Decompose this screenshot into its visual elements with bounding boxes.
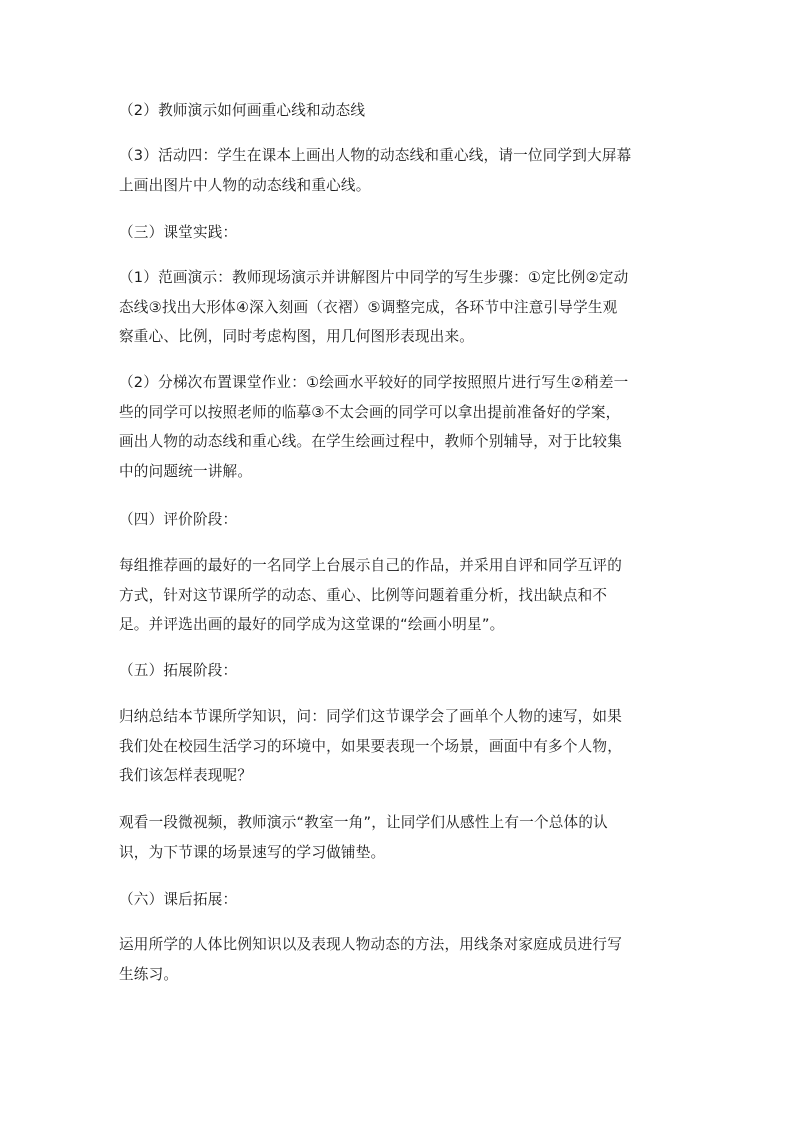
text-line: 运用所学的人体比例知识以及表现人物动态的方法，用线条对家庭成员进行写 xyxy=(119,936,622,953)
text-line: （五）拓展阶段： xyxy=(119,662,238,679)
text-line: （1）范画演示：教师现场演示并讲解图片中同学的写生步骤：①定比例②定动 xyxy=(119,269,629,286)
text-line: （六）课后拓展： xyxy=(119,891,238,908)
paragraph-homework xyxy=(119,368,679,486)
section-heading-extension xyxy=(119,656,679,686)
paragraph-after-class xyxy=(119,930,679,989)
text-line: 识，为下节课的场景速写的学习做铺垫。 xyxy=(119,843,386,861)
section-heading-evaluation xyxy=(119,505,679,535)
text-line: 画出人物的动态线和重心线。在学生绘画过程中，教师个别辅导，对于比较集 xyxy=(119,433,622,450)
text-line: 方式，针对这节课所学的动态、重心、比例等问题着重分析，找出缺点和不 xyxy=(119,586,608,604)
text-line: 我们处在校园生活学习的环境中，如果要表现一个场景，画面中有多个人物， xyxy=(119,737,622,755)
paragraph-summary xyxy=(119,702,679,791)
text-line: 生练习。 xyxy=(119,965,179,983)
paragraph-micro-video xyxy=(119,808,679,867)
text-line: 归纳总结本节课所学知识，问：同学们这节课学会了画单个人物的速写，如果 xyxy=(119,708,622,725)
text-line: 足。并评选出画的最好的同学成为这堂课的“绘画小明星”。 xyxy=(119,616,505,633)
section-heading-after-class xyxy=(119,885,679,915)
text-line: 观看一段微视频，教师演示“教室一角”，让同学们从感性上有一个总体的认 xyxy=(119,814,608,831)
text-line: （2）教师演示如何画重心线和动态线 xyxy=(119,102,366,119)
text-line: （四）评价阶段： xyxy=(119,511,238,528)
text-line: 察重心、比例，同时考虑构图，用几何图形表现出来。 xyxy=(119,328,475,345)
text-line: （3）活动四：学生在课本上画出人物的动态线和重心线，请一位同学到大屏幕 xyxy=(119,147,632,164)
paragraph-demo-painting xyxy=(119,263,679,352)
section-heading-practice xyxy=(119,218,679,248)
text-line: 上画出图片中人物的动态线和重心线。 xyxy=(119,176,371,194)
text-line: 态线③找出大形体④深入刻画（衣褶）⑤调整完成，各环节中注意引导学生观 xyxy=(119,298,618,316)
text-line: 我们该怎样表现呢？ xyxy=(119,767,253,784)
text-line: （三）课堂实践： xyxy=(119,224,238,241)
paragraph-evaluation xyxy=(119,551,679,640)
paragraph-teacher-demo xyxy=(119,96,679,126)
text-line: 些的同学可以按照老师的临摹③不太会画的同学可以拿出提前准备好的学案， xyxy=(119,403,621,421)
text-line: 中的问题统一讲解。 xyxy=(119,462,253,480)
text-line: 每组推荐画的最好的一名同学上台展示自己的作品，并采用自评和同学互评的 xyxy=(119,557,622,574)
paragraph-activity-four xyxy=(119,141,679,200)
text-line: （2）分梯次布置课堂作业：①绘画水平较好的同学按照照片进行写生②稍差一 xyxy=(119,374,629,391)
